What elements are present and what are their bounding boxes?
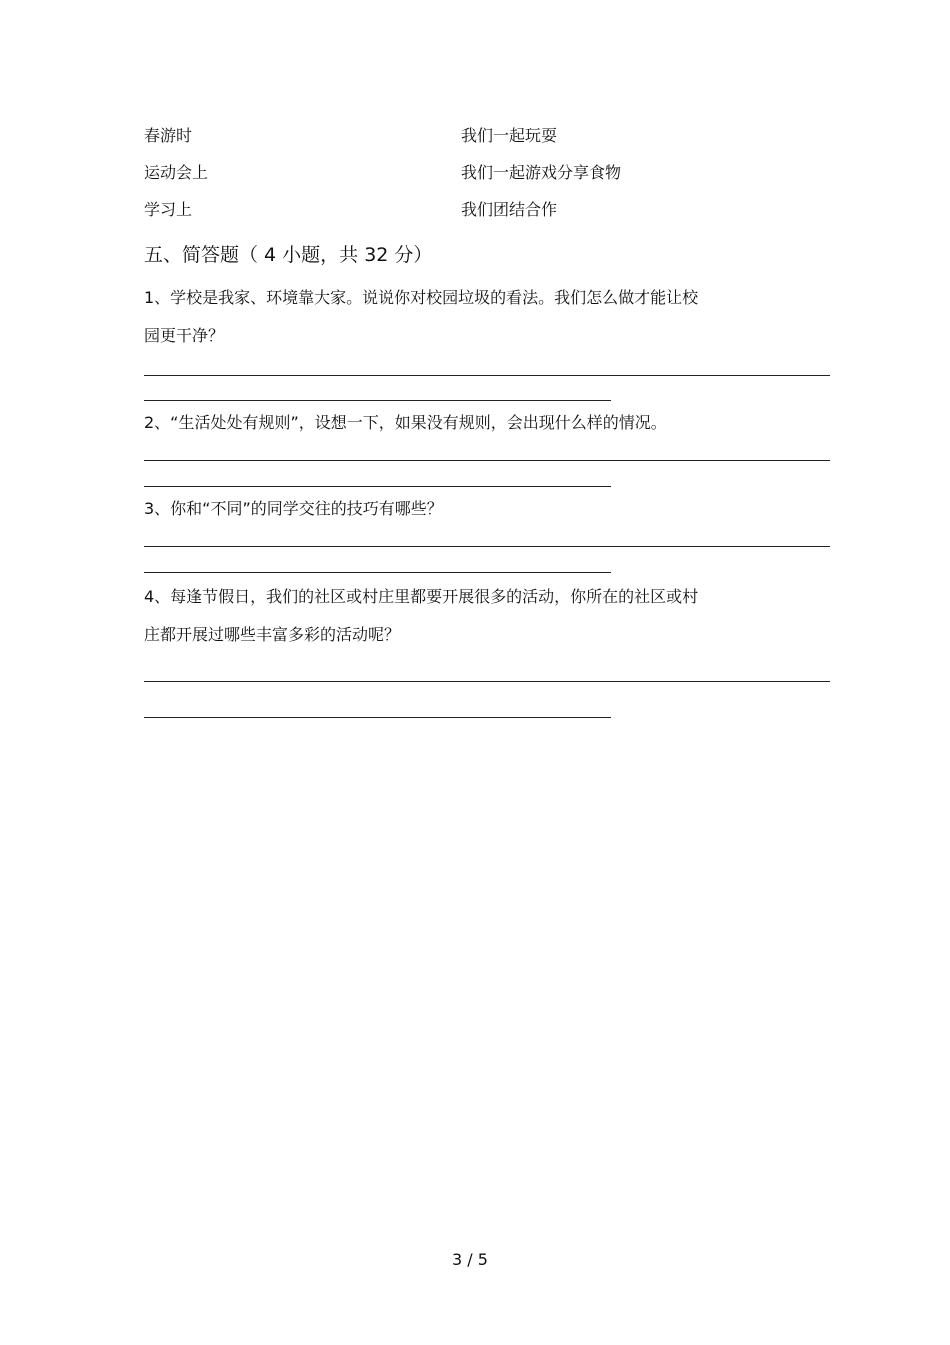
answer-line[interactable] bbox=[144, 486, 611, 487]
question-text: 2、“生活处处有规则”，设想一下，如果没有规则，会出现什么样的情况。 bbox=[144, 413, 667, 432]
question-text: 4、每逢节假日，我们的社区或村庄里都要开展很多的活动，你所在的社区或村 bbox=[144, 587, 699, 606]
question-text: 3、你和“不同”的同学交往的技巧有哪些？ bbox=[144, 499, 443, 518]
matching-right-item: 我们团结合作 bbox=[461, 200, 558, 219]
answer-line[interactable] bbox=[144, 375, 830, 376]
answer-line[interactable] bbox=[144, 717, 611, 718]
question-text-continued: 园更干净？ bbox=[144, 326, 225, 345]
answer-line[interactable] bbox=[144, 460, 830, 461]
answer-line[interactable] bbox=[144, 546, 830, 547]
matching-left-item: 运动会上 bbox=[144, 163, 209, 182]
question-text-continued: 庄都开展过哪些丰富多彩的活动呢？ bbox=[144, 625, 401, 644]
matching-right-item: 我们一起游戏分享食物 bbox=[461, 163, 622, 182]
matching-left-item: 春游时 bbox=[144, 126, 193, 145]
answer-line[interactable] bbox=[144, 681, 830, 682]
answer-line[interactable] bbox=[144, 400, 611, 401]
matching-right-item: 我们一起玩耍 bbox=[461, 126, 558, 145]
section-title: 五、简答题（ 4 小题，共 32 分） bbox=[144, 244, 433, 266]
answer-line[interactable] bbox=[144, 572, 611, 573]
page-number: 3 / 5 bbox=[452, 1250, 488, 1269]
matching-left-item: 学习上 bbox=[144, 200, 193, 219]
question-text: 1、学校是我家、环境靠大家。说说你对校园垃圾的看法。我们怎么做才能让校 bbox=[144, 288, 699, 307]
